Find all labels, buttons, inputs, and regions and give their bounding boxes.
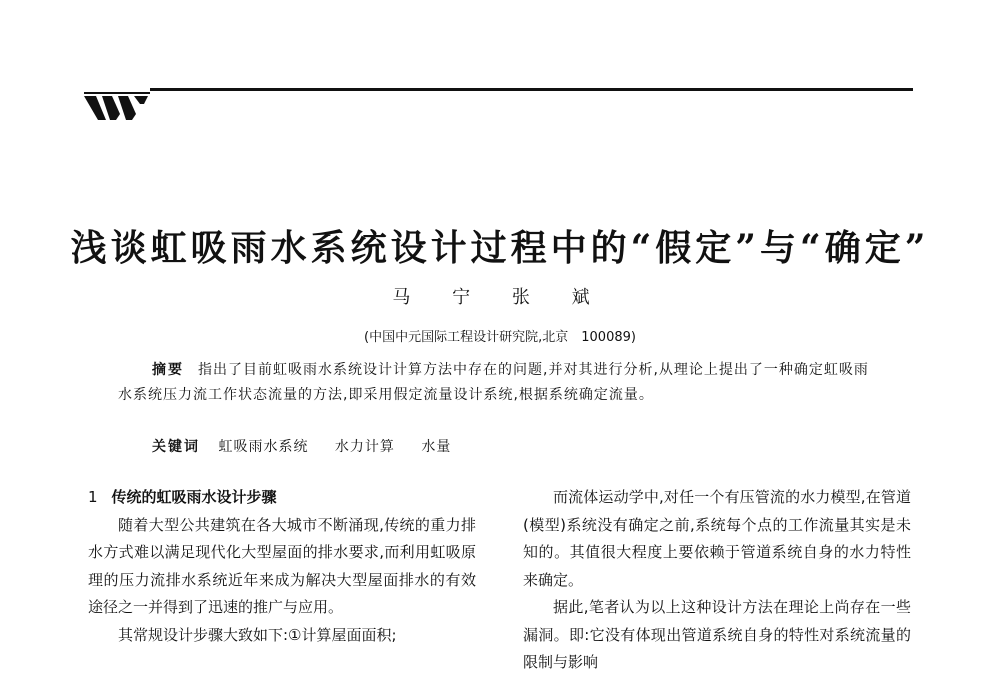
body-paragraph: 随着大型公共建筑在各大城市不断涌现,传统的重力排水方式难以满足现代化大型屋面的排水要求,而利用虹吸原理的压力流排水系统近年来成为解决大型屋面排水的有效途径之一并得到了迅速的推广与应用。 [88,515,476,616]
keyword: 水量 [421,439,452,455]
paper-affiliation: (中国中元国际工程设计研究院,北京 100089) [364,330,636,345]
section-title: 传统的虹吸雨水设计步骤 [111,488,277,506]
section-number: 1 [88,488,98,506]
paper-title: 浅谈虹吸雨水系统设计过程中的“假定”与“确定” [70,227,930,269]
keywords-label: 关键词 [152,439,200,455]
paper-authors: 马 宁 张 斌 [392,287,608,308]
body-paragraph: 而流体运动学中,对任一个有压管流的水力模型,在管道(模型)系统没有确定之前,系统每个点的工作流量其实是未知的。其值很大程度上要依赖于管道系统自身的水力特性来确定。 [523,488,911,589]
keyword: 虹吸雨水系统 [218,439,309,455]
section-heading [88,484,476,512]
body-paragraph: 据此,笔者认为以上这种设计方法在理论上尚存在一些漏洞。即:它没有体现出管道系统自身的特性对系统流量的限制与影响 [523,598,911,671]
left-column [88,484,476,656]
body-paragraph: 其常规设计步骤大致如下:①计算屋面面积; [118,625,397,644]
journal-w-logo-icon [82,90,152,124]
abstract [118,358,880,408]
keyword: 水力计算 [334,439,395,455]
header-rule [150,88,913,91]
abstract-text: 指出了目前虹吸雨水系统设计计算方法中存在的问题,并对其进行分析,从理论上提出了一种确定虹吸雨水系统压力流工作状态流量的方法,即采用假定流量设计系统,根据系统确定流量。 [118,362,869,403]
abstract-label: 摘要 [152,362,184,378]
right-column [523,484,911,671]
keywords [152,436,473,456]
